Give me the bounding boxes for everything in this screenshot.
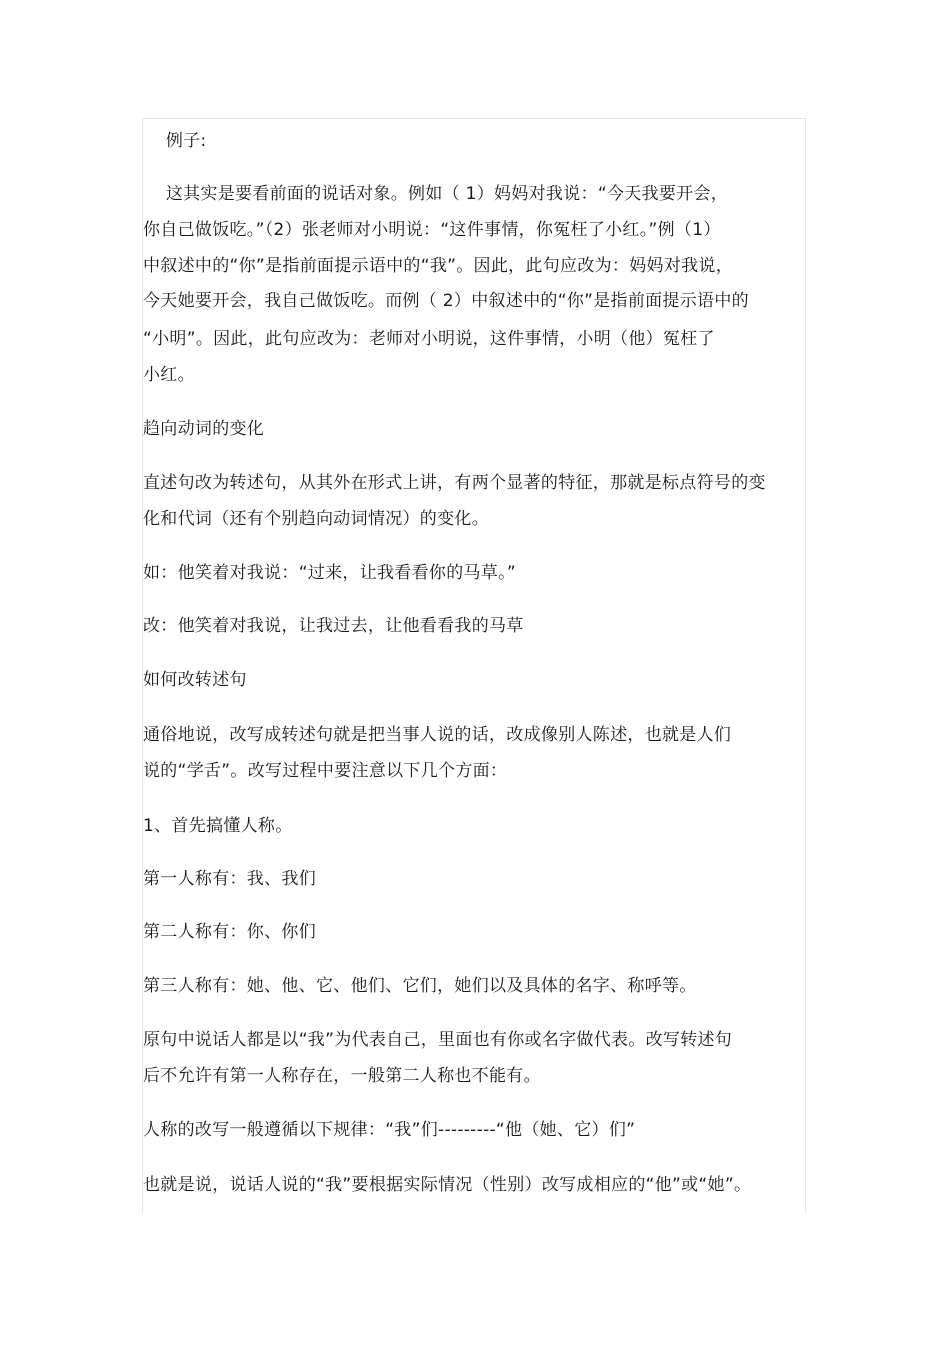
paragraph-line: 直述句改为转述句，从其外在形式上讲，有两个显著的特征，那就是标点符号的变 [143,473,766,493]
paragraph-line: “小明”。因此，此句应改为：老师对小明说，这件事情，小明（他）冤枉了 [143,329,715,349]
paragraph-line: 你自己做饭吃。”（2）张老师对小明说：“这件事情，你冤枉了小红。”例（1） [143,220,721,240]
list-item: 1、首先搞懂人称。 [143,816,293,836]
paragraph-line: 通俗地说，改写成转述句就是把当事人说的话，改成像别人陈述，也就是人们 [143,725,732,745]
section-heading: 如何改转述句 [143,670,247,690]
list-item: 第一人称有：我、我们 [143,869,316,889]
paragraph-line: 说的“学舌”。改写过程中要注意以下几个方面： [143,761,508,781]
paragraph-line: 原句中说话人都是以“我”为代表自己，里面也有你或名字做代表。改写转述句 [143,1030,733,1050]
paragraph-line: 也就是说，说话人说的“我”要根据实际情况（性别）改写成相应的“他”或“她”。 [143,1175,752,1195]
paragraph-line: 今天她要开会，我自己做饭吃。而例（ 2）中叙述中的“你”是指前面提示语中的 [143,291,749,311]
example-heading: 例子: [143,131,207,151]
paragraph-line: 人称的改写一般遵循以下规律：“我”们---------“他（她、它）们” [143,1120,636,1140]
paragraph-line: 中叙述中的“你”是指前面提示语中的“我”。因此，此句应改为：妈妈对我说， [143,256,734,276]
list-item: 第二人称有：你、你们 [143,922,316,942]
section-heading: 趋向动词的变化 [143,419,265,439]
paragraph-line: 后不允许有第一人称存在，一般第二人称也不能有。 [143,1066,541,1086]
example-line: 改：他笑着对我说，让我过去，让他看看我的马草 [143,616,524,636]
paragraph-line: 这其实是要看前面的说话对象。例如（ 1）妈妈对我说：“今天我要开会， [143,184,729,204]
paragraph-line: 小红。 [143,365,195,385]
example-line: 如：他笑着对我说：“过来，让我看看你的马草。” [143,563,517,583]
list-item: 第三人称有：她、他、它、他们、它们，她们以及具体的名字、称呼等。 [143,976,697,996]
paragraph-line: 化和代词（还有个别趋向动词情况）的变化。 [143,509,489,529]
